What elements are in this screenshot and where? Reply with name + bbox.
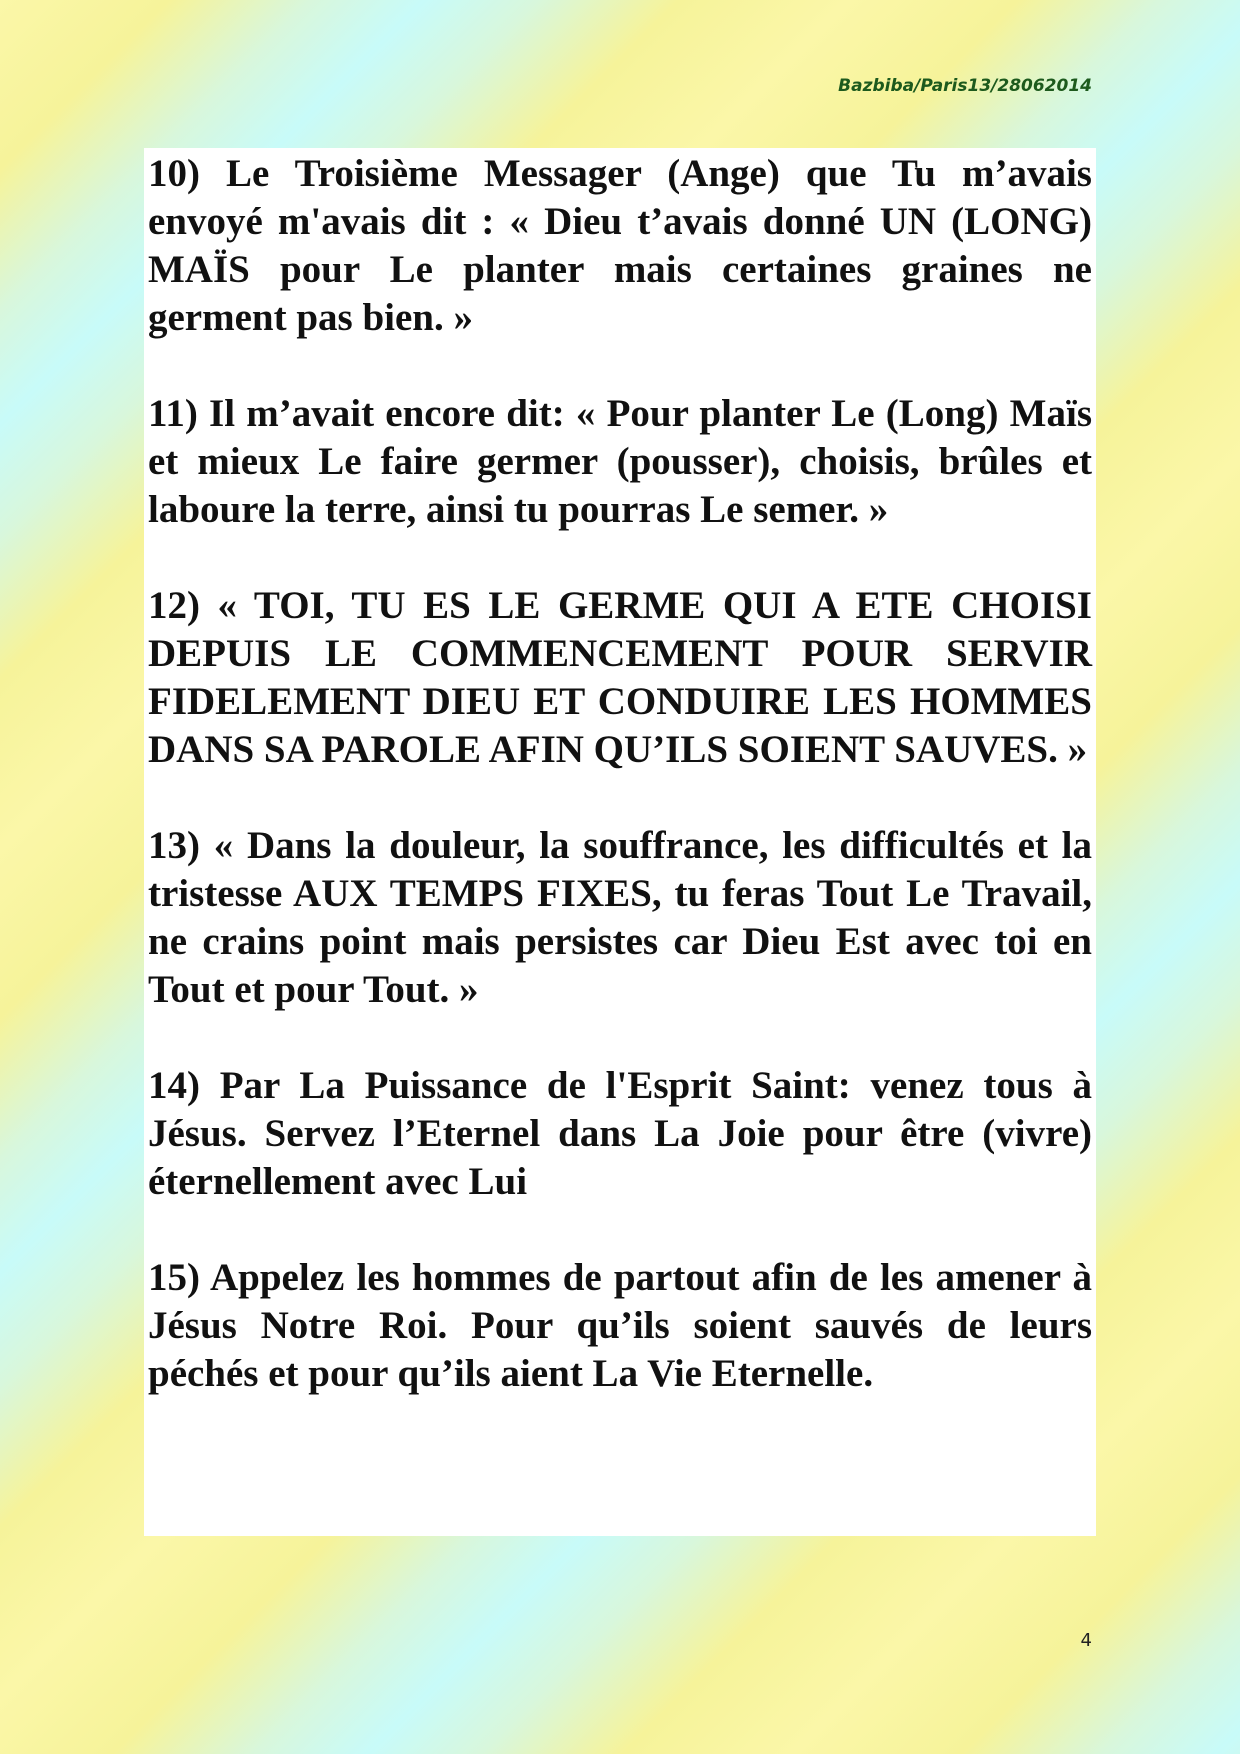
paragraph-10: 10) Le Troisième Messager (Ange) que Tu m’avais envoyé m'avais dit : « Dieu t’avais donné UN (LONG) MAÏS pour Le planter mais certaines graines ne germent pas bien. » — [148, 152, 1092, 339]
paragraph-12: 12) « TOI, TU ES LE GERME QUI A ETE CHOISI DEPUIS LE COMMENCEMENT POUR SERVIR FIDELEMENT DIEU ET CONDUIRE LES HOMMES DANS SA PAROLE AFIN QU’ILS SOIENT SAUVES. » — [148, 584, 1092, 771]
page-number: 4 — [1080, 1630, 1092, 1651]
paragraph-14: 14) Par La Puissance de l'Esprit Saint: venez tous à Jésus. Servez l’Eternel dans La Joie pour être (vivre) éternellement avec Lui — [148, 1064, 1092, 1203]
paragraph-11: 11) Il m’avait encore dit: « Pour planter Le (Long) Maïs et mieux Le faire germer (pousser), choisis, brûles et laboure la terre, ainsi tu pourras Le semer. » — [148, 392, 1092, 531]
paragraph-13: 13) « Dans la douleur, la souffrance, les difficultés et la tristesse AUX TEMPS FIXES, tu feras Tout Le Travail, ne crains point mais persistes car Dieu Est avec toi en Tout et pour Tout. » — [148, 824, 1092, 1011]
paragraph-15: 15) Appelez les hommes de partout afin de les amener à Jésus Notre Roi. Pour qu’ils soient sauvés de leurs péchés et pour qu’ils aient La Vie Eternelle. — [148, 1256, 1092, 1395]
content-panel — [144, 148, 1096, 1536]
document-reference: Bazbiba/Paris13/28062014 — [838, 76, 1092, 96]
